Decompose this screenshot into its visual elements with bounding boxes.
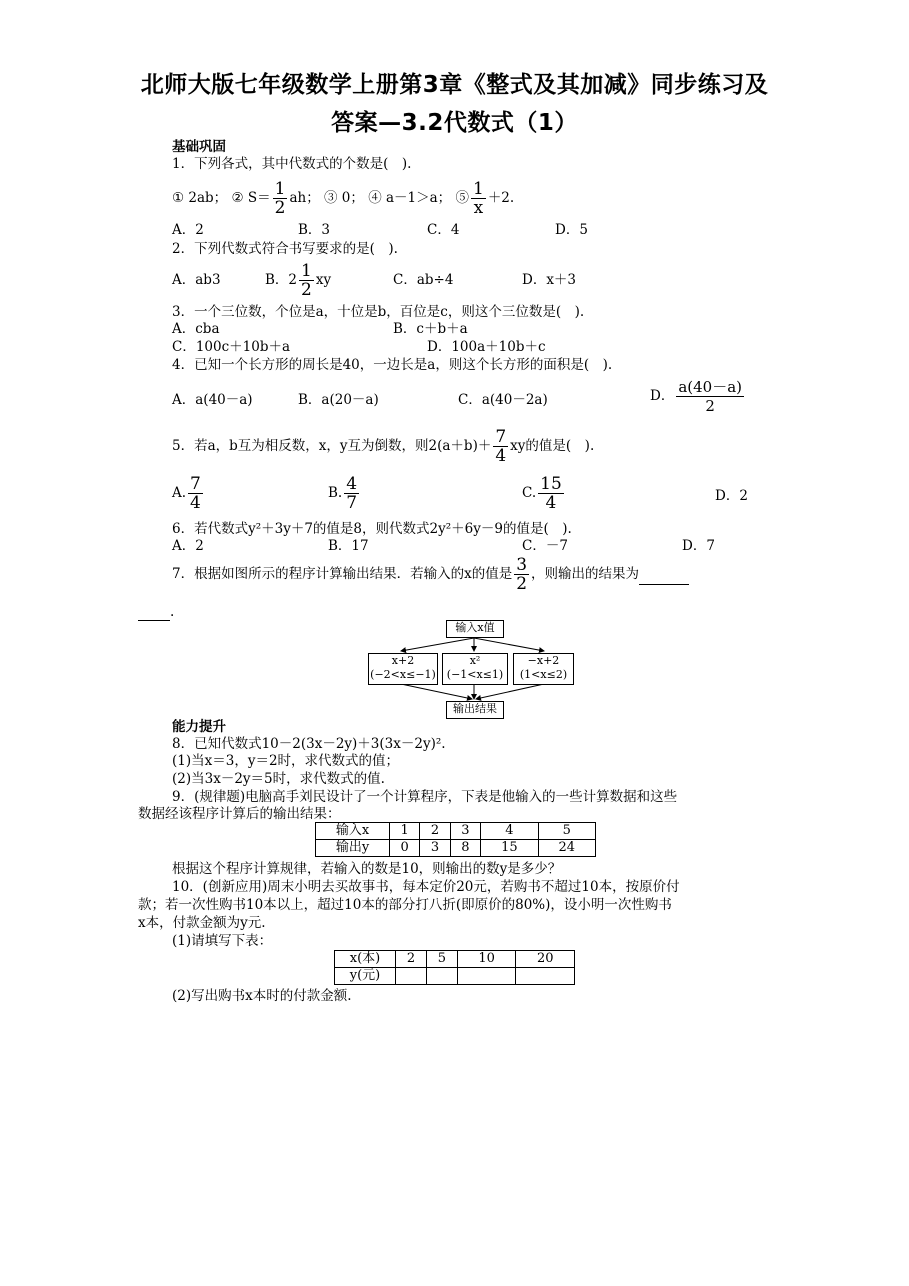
flow-output-box: 输出结果	[446, 701, 504, 719]
q1-items	[172, 180, 514, 217]
q1-frac-half: $\frac{1}{2}$	[274, 179, 286, 218]
table-row: 输入x 1 2 3 4 5	[316, 823, 596, 840]
q9-line2: 数据经该程序计算后的输出结果：	[138, 806, 341, 822]
q8-stem: 8．已知代数式10－2(3x－2y)＋3(3x－2y)².	[172, 736, 446, 752]
q7-frac: $\frac{3}{2}$	[516, 555, 528, 594]
q7-answer-blank	[639, 564, 689, 585]
q4-frac: $\frac{a(40-a)}{2}$	[678, 378, 743, 415]
q10-part1: (1)请填写下表：	[172, 933, 273, 949]
q5-option-d: D．2	[715, 488, 748, 504]
q1-frac-x: $\frac{1}{x}$	[472, 179, 484, 218]
q4-option-d: D． $\frac{a(40-a)}{2}$	[650, 378, 743, 415]
q5-option-c: C. $\frac{15}{4}$	[522, 474, 562, 513]
q4-option-a: A．a(40－a)	[172, 392, 253, 408]
q4-option-c: C．a(40－2a)	[458, 392, 548, 408]
q1-item5a: ⑤	[455, 190, 469, 206]
flow-input-box: 输入x值	[446, 620, 504, 638]
q2-frac: $\frac{1}{2}$	[301, 261, 312, 300]
section-basic: 基础巩固	[172, 139, 226, 155]
q6-option-d: D．7	[682, 538, 715, 554]
q1-item1: ① 2ab；	[172, 190, 228, 206]
q10-line3: x本，付款金额为y元.	[138, 915, 266, 931]
q1-option-b: B．3	[298, 222, 331, 238]
q3-option-d: D．100a＋10b＋c	[427, 339, 546, 355]
q9-table	[315, 822, 596, 857]
q5-frac: $\frac{7}{4}$	[495, 427, 507, 466]
q6-stem: 6．若代数式y²＋3y＋7的值是8，则代数式2y²＋6y－9的值是( ).	[172, 521, 572, 537]
q3-option-b: B．c＋b＋a	[393, 321, 468, 337]
q5-stem: 5．若a，b互为相反数，x，y互为倒数，则2(a＋b)＋ $\frac{7}{4}$ xy的值是( ).	[172, 427, 595, 466]
q3-stem: 3．一个三位数，个位是a，十位是b，百位是c，则这个三位数是( ).	[172, 304, 585, 320]
q1-item3: ③ 0；	[324, 190, 364, 206]
q1-option-d: D．5	[555, 222, 588, 238]
table-row: x(本) 2 5 10 20	[335, 951, 575, 968]
q1-item4: ④ a－1＞a；	[368, 190, 452, 206]
q8-part1: (1)当x＝3，y＝2时，求代数式的值；	[172, 753, 400, 769]
q7-blank-cont: .	[138, 604, 174, 621]
q9-line1: 9．(规律题)电脑高手刘民设计了一个计算程序，下表是他输入的一些计算数据和这些	[172, 789, 678, 805]
q7-stem: 7．根据如图所示的程序计算输出结果．若输入的x的值是 $\frac{3}{2}$ ，则输出的结果为	[172, 556, 689, 593]
q4-stem: 4．已知一个长方形的周长是40，一边长是a，则这个长方形的面积是( ).	[172, 357, 613, 373]
q1-item2a: ② S＝	[231, 190, 271, 206]
q1-option-a: A．2	[172, 222, 204, 238]
q2-option-c: C．ab÷4	[393, 272, 454, 288]
q5-option-b: B. $\frac{4}{7}$	[328, 474, 358, 513]
q6-option-a: A．2	[172, 538, 204, 554]
q1-option-c: C．4	[427, 222, 460, 238]
page-title-line1: 北师大版七年级数学上册第3章《整式及其加减》同步练习及	[140, 72, 769, 98]
q3-option-a: A．cba	[172, 321, 220, 337]
flow-branch-3: −x+2 (1<x≤2)	[513, 653, 574, 685]
q1-item5b: ＋2.	[487, 190, 515, 206]
q6-option-c: C．－7	[522, 538, 568, 554]
q6-option-b: B．17	[328, 538, 369, 554]
q5-option-a: A. $\frac{7}{4}$	[172, 474, 201, 513]
q10-line1: 10．(创新应用)周末小明去买故事书，每本定价20元，若购书不超过10本，按原价付	[172, 879, 680, 895]
q1-stem: 1．下列各式，其中代数式的个数是( ).	[172, 156, 412, 172]
table-row: y(元)	[335, 968, 575, 985]
q1-item2b: ah；	[289, 190, 320, 206]
q2-option-d: D．x＋3	[522, 272, 577, 288]
flow-branch-2: x² (−1<x≤1)	[442, 653, 508, 685]
q10-part2: (2)写出购书x本时的付款金额.	[172, 988, 352, 1004]
page-title-line2: 答案—3.2代数式（1）	[331, 110, 578, 136]
section-advanced: 能力提升	[172, 719, 226, 735]
q3-option-c: C．100c＋10b＋a	[172, 339, 291, 355]
q2-stem: 2．下列代数式符合书写要求的是( ).	[172, 241, 398, 257]
table-row: 输出y 0 3 8 15 24	[316, 840, 596, 857]
program-flowchart	[368, 620, 574, 720]
q10-line2: 款；若一次性购书10本以上，超过10本的部分打八折(即原价的80%)，设小明一次性购书	[138, 897, 672, 913]
q10-table	[334, 950, 575, 985]
q2-option-a: A．ab3	[172, 272, 221, 288]
q4-option-b: B．a(20－a)	[298, 392, 379, 408]
flow-branch-1: x+2 (−2<x≤−1)	[368, 653, 438, 685]
q9-question: 根据这个程序计算规律，若输入的数是10，则输出的数y是多少？	[172, 861, 562, 877]
q2-option-b: B．2 $\frac{1}{2}$ xy	[265, 261, 332, 300]
q8-part2: (2)当3x－2y＝5时，求代数式的值.	[172, 771, 385, 787]
